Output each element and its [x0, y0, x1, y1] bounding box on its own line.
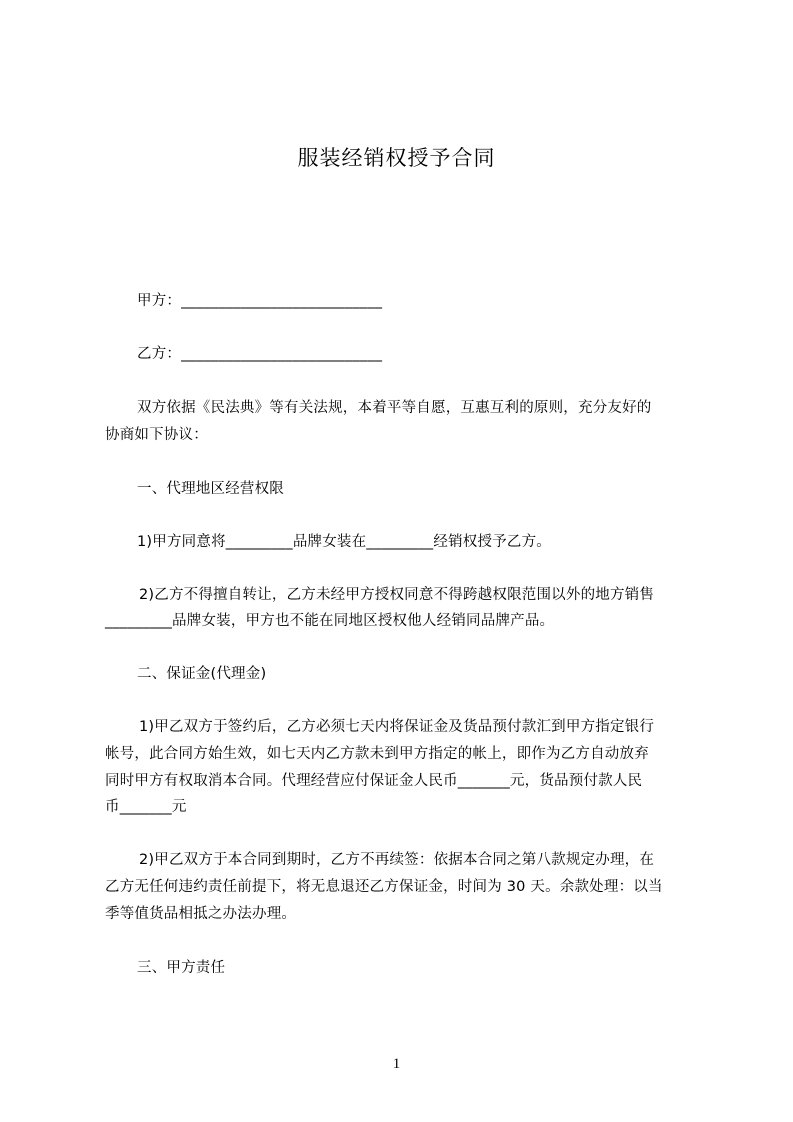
section-2-heading: 二、保证金(代理金) [137, 666, 267, 682]
party-b-line: 乙方：___________________________ [137, 346, 383, 362]
section-1-item-2-line-2: _________品牌女装，甲方也不能在同地区授权他人经销同品牌产品。 [105, 613, 555, 629]
party-a-line: 甲方：___________________________ [137, 293, 383, 309]
document-title: 服装经销权授予合同 [297, 146, 496, 170]
section-2-item-1-line-3: 同时甲方有权取消本合同。代理经营应付保证金人民币_______元，货品预付款人民 [105, 773, 643, 789]
section-1-item-2-line-1: 2)乙方不得擅自转让，乙方未经甲方授权同意不得跨越权限范围以外的地方销售 [139, 587, 655, 603]
section-2-item-1-line-1: 1)甲乙双方于签约后，乙方必须七天内将保证金及货品预付款汇到甲方指定银行 [139, 719, 655, 735]
section-2-item-2-line-1: 2)甲乙双方于本合同到期时，乙方不再续签：依据本合同之第八款规定办理，在 [139, 852, 655, 868]
section-3-heading: 三、甲方责任 [137, 960, 226, 976]
intro-line-2: 协商如下协议： [105, 427, 208, 443]
section-1-item-1: 1)甲方同意将_________品牌女装在_________经销权授予乙方。 [137, 534, 551, 550]
page-number: 1 [392, 1056, 401, 1072]
section-2-item-2-line-3: 季等值货品相抵之办法办理。 [105, 906, 297, 922]
section-1-heading: 一、代理地区经营权限 [137, 481, 284, 497]
section-2-item-1-line-2: 帐号，此合同方始生效，如七天内乙方款未到甲方指定的帐上，即作为乙方自动放弃 [105, 746, 649, 762]
intro-line-1: 双方依据《民法典》等有关法规，本着平等自愿，互惠互利的原则，充分友好的 [137, 400, 652, 416]
section-2-item-1-line-4: 币_______元 [105, 799, 187, 815]
section-2-item-2-line-2: 乙方无任何违约责任前提下，将无息退还乙方保证金，时间为 30 天。余款处理：以当 [105, 879, 663, 895]
